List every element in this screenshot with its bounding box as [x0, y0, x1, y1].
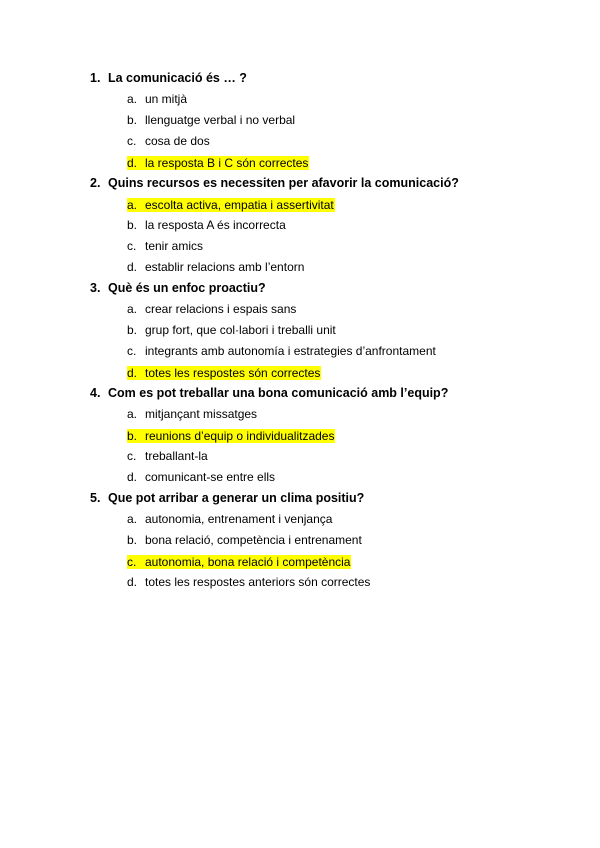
option-letter: a. [127, 407, 138, 421]
answer-option-c [127, 131, 570, 152]
question-number: 1. [90, 71, 101, 85]
answer-option-b [127, 215, 570, 236]
question-text: Que pot arribar a generar un clima positiu? [108, 491, 365, 505]
option-letter: b. [127, 323, 138, 337]
question-text: Què és un enfoc proactiu? [108, 281, 266, 295]
answer-option-c [127, 446, 570, 467]
option-text: mitjançant missatges [145, 407, 258, 421]
question-2 [90, 173, 570, 278]
answer-option-a [127, 404, 570, 425]
highlight-mark [127, 555, 351, 569]
answer-option-c-highlighted [127, 551, 570, 572]
option-letter: d. [127, 155, 138, 170]
question-number: 3. [90, 281, 101, 295]
highlight-mark [127, 198, 335, 212]
answer-option-b [127, 530, 570, 551]
option-letter: c. [127, 239, 137, 253]
option-letter: a. [127, 197, 138, 212]
option-text: comunicant-se entre ells [145, 470, 276, 484]
option-letter: a. [127, 92, 138, 106]
answer-option-d [127, 467, 570, 488]
highlight-mark [127, 156, 309, 170]
answer-options [90, 194, 570, 278]
answer-options [90, 299, 570, 383]
answer-option-c [127, 236, 570, 257]
option-text: escolta activa, empatia i assertivitat [145, 197, 334, 212]
question-heading [90, 173, 570, 194]
option-text: crear relacions i espais sans [145, 302, 297, 316]
option-text: totes les respostes anteriors són correctes [145, 575, 371, 589]
option-text: llenguatge verbal i no verbal [145, 113, 296, 127]
question-5 [90, 488, 570, 593]
question-text: Quins recursos es necessiten per afavorir la comunicació? [108, 176, 459, 190]
option-text: treballant-la [145, 449, 208, 463]
answer-options [90, 89, 570, 173]
answer-option-a [127, 509, 570, 530]
answer-option-b [127, 110, 570, 131]
option-text: bona relació, competència i entrenament [145, 533, 362, 547]
question-1 [90, 68, 570, 173]
option-text: cosa de dos [145, 134, 210, 148]
option-letter: d. [127, 365, 138, 380]
option-text: reunions d’equip o individualitzades [145, 428, 335, 443]
option-text: tenir amics [145, 239, 204, 253]
question-text: La comunicació és … ? [108, 71, 247, 85]
option-letter: c. [127, 449, 137, 463]
question-heading [90, 278, 570, 299]
highlight-mark [127, 366, 321, 380]
option-text: integrants amb autonomía i estrategies d’anfrontament [145, 344, 436, 358]
answer-option-b-highlighted [127, 425, 570, 446]
option-letter: a. [127, 302, 138, 316]
question-heading [90, 383, 570, 404]
option-letter: c. [127, 554, 137, 569]
answer-option-a [127, 299, 570, 320]
option-letter: c. [127, 344, 137, 358]
question-number: 2. [90, 176, 101, 190]
question-text: Com es pot treballar una bona comunicació amb l’equip? [108, 386, 449, 400]
option-text: la resposta A és incorrecta [145, 218, 286, 232]
answer-options [90, 404, 570, 488]
highlight-mark [127, 429, 335, 443]
answer-option-d [127, 572, 570, 593]
option-text: autonomia, entrenament i venjança [145, 512, 333, 526]
answer-option-d [127, 257, 570, 278]
question-heading [90, 68, 570, 89]
answer-option-c [127, 341, 570, 362]
option-text: totes les respostes són correctes [145, 365, 321, 380]
option-letter: d. [127, 260, 138, 274]
option-text: establir relacions amb l’entorn [145, 260, 305, 274]
question-heading [90, 488, 570, 509]
answer-option-a [127, 89, 570, 110]
answer-option-b [127, 320, 570, 341]
answer-option-d-highlighted [127, 362, 570, 383]
option-letter: b. [127, 113, 138, 127]
answer-option-d-highlighted [127, 152, 570, 173]
option-letter: a. [127, 512, 138, 526]
option-letter: b. [127, 533, 138, 547]
option-letter: b. [127, 428, 138, 443]
question-number: 4. [90, 386, 101, 400]
option-letter: c. [127, 134, 137, 148]
question-number: 5. [90, 491, 101, 505]
option-letter: d. [127, 470, 138, 484]
option-letter: d. [127, 575, 138, 589]
option-text: grup fort, que col·labori i treballi unit [145, 323, 336, 337]
question-4 [90, 383, 570, 488]
answer-options [90, 509, 570, 593]
quiz-list [90, 68, 570, 593]
question-3 [90, 278, 570, 383]
option-letter: b. [127, 218, 138, 232]
answer-option-a-highlighted [127, 194, 570, 215]
option-text: la resposta B i C són correctes [145, 155, 309, 170]
option-text: un mitjà [145, 92, 188, 106]
option-text: autonomia, bona relació i competència [145, 554, 351, 569]
